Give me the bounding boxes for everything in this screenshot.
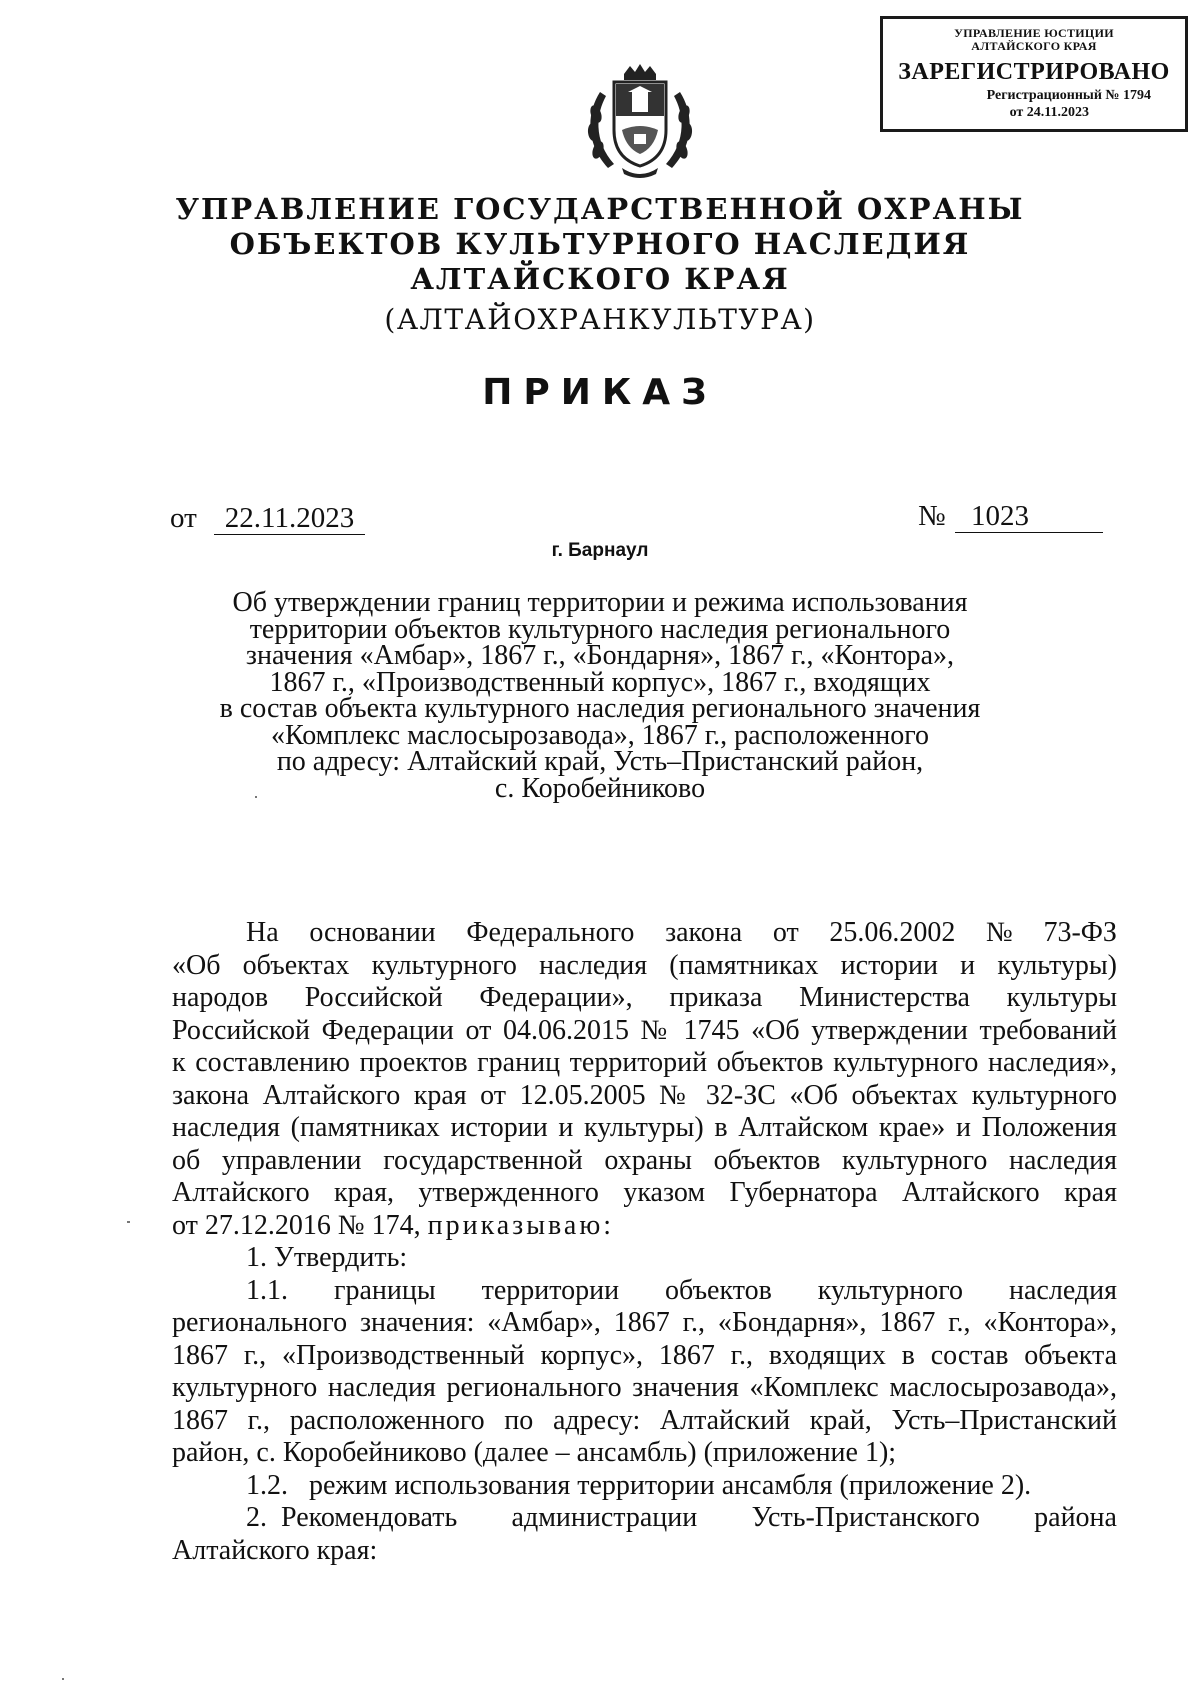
body-line-order-statement <box>172 1210 1117 1243</box>
body-line: об управлении государственной охраны объектов культурного наследия <box>172 1144 1117 1176</box>
stamp-authority-line1: УПРАВЛЕНИЕ ЮСТИЦИИ <box>954 26 1114 40</box>
body-word: № <box>986 917 1013 948</box>
item-1-2: 1.2. режим использования территории ансамбля (приложение 2). <box>246 1469 1032 1501</box>
body-word: 1.1. <box>246 1274 288 1306</box>
body-word: администрации <box>511 1502 698 1533</box>
item-1: 1. Утвердить: <box>246 1242 408 1273</box>
subject-line: по адресу: Алтайский край, Усть–Пристанский район, <box>276 746 924 777</box>
body-word: 25.06.2002 <box>829 917 956 948</box>
body-word: Усть-Пристанского <box>751 1502 980 1533</box>
body-line: район, с. Коробейниково (далее – ансамбль) (приложение 1); <box>172 1437 897 1468</box>
agency-name-line3: АЛТАЙСКОГО КРАЯ <box>410 262 790 296</box>
subject-line: в состав объекта культурного наследия регионального значения <box>219 693 981 724</box>
document-body <box>172 917 1117 1567</box>
body-word: На <box>246 917 279 948</box>
coat-of-arms-icon <box>578 64 702 182</box>
body-word: от <box>772 917 799 948</box>
agency-name-line1: УПРАВЛЕНИЕ ГОСУДАРСТВЕННОЙ ОХРАНЫ <box>175 192 1025 226</box>
body-word: Федерального <box>466 917 635 948</box>
body-line: закона Алтайского края от 12.05.2005 № 32-ЗС «Об объектах культурного <box>172 1079 1117 1111</box>
body-word: района <box>1034 1502 1117 1533</box>
body-line: народов Российской Федерации», приказа Министерства культуры <box>172 982 1117 1013</box>
subject-line: территории объектов культурного наследия регионального <box>249 613 951 645</box>
body-word: границы <box>333 1274 436 1306</box>
document-type-title: ПРИКАЗ <box>482 372 718 413</box>
subject-line: значения «Амбар», 1867 г., «Бондарня», 1867 г., «Контора», <box>245 640 955 671</box>
item-2-first-line <box>172 1502 1117 1535</box>
body-word: объектов <box>665 1274 772 1306</box>
body-word: территории <box>481 1274 620 1306</box>
stamp-authority-line2: АЛТАЙСКОГО КРАЯ <box>971 39 1097 53</box>
body-line: культурного наследия регионального значения «Комплекс маслосырозавода», <box>172 1372 1117 1403</box>
agency-name-line2: ОБЪЕКТОВ КУЛЬТУРНОГО НАСЛЕДИЯ <box>229 227 971 261</box>
subject-line: 1867 г., «Производственный корпус», 1867 г., входящих <box>269 666 931 698</box>
registration-stamp <box>880 16 1188 132</box>
subject-line: с. Коробейниково <box>494 772 706 804</box>
body-line: Алтайского края, утвержденного указом Губернатора Алтайского края <box>172 1177 1117 1208</box>
stamp-reg-date: от 24.11.2023 <box>1009 105 1089 120</box>
number-prefix: № <box>918 500 946 532</box>
body-line: 1867 г., расположенного по адресу: Алтайский край, Усть–Пристанский <box>172 1404 1117 1436</box>
body-word: наследия <box>1009 1274 1117 1306</box>
body-line: регионального значения: «Амбар», 1867 г., «Бондарня», 1867 г., «Контора», <box>172 1307 1117 1338</box>
subject-line: «Комплекс маслосырозавода», 1867 г., расположенного <box>270 719 930 751</box>
document-date: 22.11.2023 <box>214 502 365 535</box>
body-text: от 27.12.2016 № 174, <box>172 1209 421 1241</box>
stamp-reg-number: Регистрационный № 1794 <box>986 88 1151 103</box>
scan-speck <box>62 1678 64 1680</box>
body-line: Российской Федерации от 04.06.2015 № 1745 «Об утверждении требований <box>172 1014 1117 1046</box>
document-subject <box>200 587 1000 804</box>
body-word: 73-ФЗ <box>1043 917 1117 948</box>
body-line: Алтайского края: <box>172 1534 378 1566</box>
order-word: приказываю: <box>427 1209 615 1241</box>
body-line: наследия (памятниках истории и культуры) в Алтайском крае» и Положения <box>172 1112 1117 1143</box>
subject-line: Об утверждении границ территории и режима использования <box>232 587 968 618</box>
item-1-1-first-line <box>172 1275 1117 1308</box>
document-city: г. Барнаул <box>551 540 649 561</box>
stamp-status: ЗАРЕГИСТРИРОВАНО <box>898 59 1170 85</box>
body-word: 2. Рекомендовать <box>246 1502 458 1533</box>
body-paragraph-first-line <box>172 917 1117 950</box>
document-number: 1023 <box>955 500 1103 533</box>
body-line: к составлению проектов границ территорий объектов культурного наследия», <box>172 1047 1117 1078</box>
body-line: «Об объектах культурного наследия (памятниках истории и культуры) <box>172 949 1117 981</box>
scan-speck <box>255 796 257 798</box>
body-word: основании <box>309 917 436 948</box>
body-word: культурного <box>817 1274 964 1306</box>
scan-speck <box>127 1221 130 1223</box>
body-word: закона <box>665 917 743 948</box>
body-line: 1867 г., «Производственный корпус», 1867 г., входящих в состав объекта <box>172 1339 1117 1371</box>
date-prefix: от <box>170 502 197 534</box>
agency-abbreviation: (АЛТАЙОХРАНКУЛЬТУРА) <box>384 303 816 336</box>
